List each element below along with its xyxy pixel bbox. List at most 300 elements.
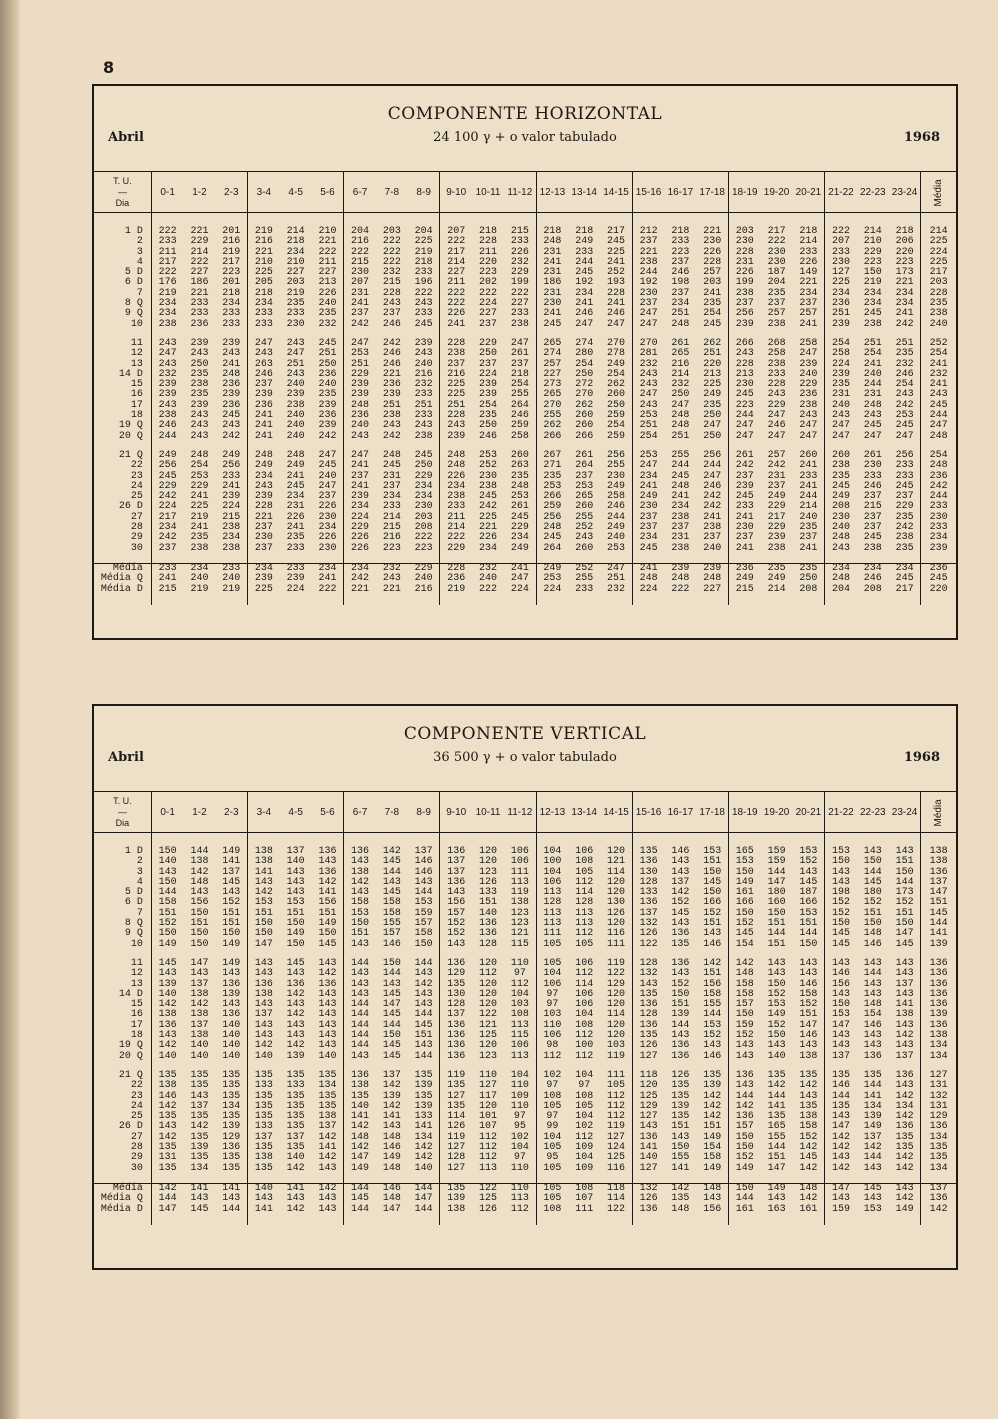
hour-header: 22-23 [857,172,889,213]
hourly-value: 136 [729,1071,761,1081]
hourly-value: 237 [632,299,664,309]
hourly-value: 127 [479,1080,498,1092]
hourly-value: 145 [703,876,722,888]
hourly-value: 247 [632,320,664,330]
hourly-value: 150 [799,938,818,950]
hourly-value: 245 [607,236,626,248]
hourly-value: 149 [286,928,305,940]
hourly-value: 238 [222,542,241,554]
hourly-value: 143 [414,988,433,1000]
hourly-value: 150 [286,938,305,950]
hourly-value: 139 [703,1080,722,1092]
hourly-value: 143 [286,999,305,1011]
hourly-value: 217 [222,256,241,268]
hourly-value: 222 [825,227,857,237]
row-label: 4 [94,258,151,268]
hourly-value: 258 [825,349,857,359]
row-label: 30 [94,544,151,554]
hourly-value: 143 [895,988,914,1000]
hourly-value: 128 [632,1010,664,1020]
hourly-value: 120 [479,978,498,990]
hourly-value: 223 [414,542,433,554]
row-label: 14 D [94,990,151,1000]
hourly-value: 239 [286,389,305,401]
hourly-value: 115 [510,938,529,950]
hourly-value: 153 [799,907,818,919]
hourly-value: 237 [510,358,529,370]
hourly-value: 216 [414,583,433,595]
hourly-value: 148 [344,1133,376,1143]
hourly-value: 138 [158,1009,177,1021]
hourly-value: 247 [799,420,818,432]
hourly-value: 231 [729,258,761,268]
hourly-value: 243 [344,432,376,442]
hourly-value: 218 [479,226,498,237]
hourly-value: 136 [671,957,690,969]
hourly-value: 150 [895,866,914,878]
hourly-value: 104 [536,868,568,878]
hourly-value: 230 [767,246,786,258]
hourly-value: 228 [479,236,498,248]
hourly-value: 219 [414,246,433,258]
row-label: 20 Q [94,1052,151,1062]
hourly-value: 233 [799,246,818,258]
daily-mean: 136 [921,1194,956,1204]
hourly-value: 135 [286,1090,305,1102]
hourly-value: 216 [440,370,472,380]
hourly-value: 238 [479,480,498,492]
hourly-value: 141 [280,1183,312,1194]
hourly-value: 245 [703,318,722,330]
hourly-value: 253 [575,480,594,492]
hourly-value: 246 [248,370,280,380]
hourly-value: 243 [414,348,433,360]
hourly-value: 235 [318,308,337,320]
hourly-value: 235 [190,368,209,380]
hourly-value: 111 [510,866,529,878]
hourly-value: 241 [190,491,209,503]
row-label: 7 [94,289,151,299]
row-label: Média Q [94,574,151,584]
hourly-value: 145 [382,1040,401,1052]
hourly-value: 243 [158,399,177,411]
hourly-value: 218 [286,236,305,248]
hourly-value: 149 [703,1162,722,1174]
hourly-value: 226 [344,533,376,543]
hourly-value: 230 [536,299,568,309]
hourly-value: 146 [703,938,722,950]
media-header: Média [921,172,956,213]
daily-mean: 247 [921,421,956,431]
hourly-value: 240 [799,511,818,523]
hourly-value: 254 [607,420,626,432]
hourly-value: 245 [632,544,664,554]
hourly-value: 218 [414,256,433,268]
hourly-value: 138 [190,988,209,1000]
hourly-value: 143 [318,999,337,1011]
hourly-value: 220 [703,358,722,370]
row-label: 3 [94,868,151,878]
hourly-value: 235 [703,298,722,310]
hourly-value: 239 [248,390,280,400]
hourly-value: 150 [190,907,209,919]
hourly-value: 241 [286,470,305,482]
hourly-value: 120 [479,957,498,969]
hourly-value: 234 [825,289,857,299]
hourly-value: 144 [344,1031,376,1041]
hourly-value: 234 [222,298,241,310]
row-label: Média D [94,585,151,595]
hourly-value: 135 [158,1069,177,1081]
hourly-value: 252 [575,522,594,534]
hourly-value: 234 [414,491,433,503]
hourly-value: 140 [248,1183,280,1194]
hourly-value: 129 [632,1102,664,1112]
hourly-value: 137 [895,1050,914,1062]
hourly-value: 146 [863,938,882,950]
hourly-value: 150 [729,1183,761,1194]
hourly-value: 199 [729,278,761,288]
hourly-value: 242 [344,574,376,584]
hourly-value: 120 [479,846,498,857]
hourly-value: 151 [318,907,337,919]
hourly-value: 244 [671,460,690,472]
hourly-value: 142 [382,846,401,857]
hourly-value: 230 [632,289,664,299]
hourly-value: 135 [286,1111,305,1123]
hourly-value: 245 [414,449,433,461]
hourly-value: 143 [190,1193,209,1205]
hourly-value: 240 [344,421,376,431]
page-spine-shadow [0,0,20,1419]
hourly-value: 152 [799,1131,818,1143]
daily-mean: 136 [921,959,956,969]
hourly-value: 248 [703,573,722,585]
daily-mean: 138 [921,1031,956,1041]
hourly-value: 231 [825,390,857,400]
hourly-value: 142 [799,1193,818,1205]
hourly-value: 211 [158,246,177,258]
row-label: 7 [94,909,151,919]
hourly-value: 280 [575,348,594,360]
row-label: 1 D [94,227,151,237]
hourly-value: 239 [729,320,761,330]
hourly-value: 135 [222,1162,241,1174]
hourly-value: 126 [607,907,626,919]
hourly-value: 230 [344,268,376,278]
hourly-value: 216 [222,236,241,248]
hourly-value: 243 [382,420,401,432]
hourly-value: 223 [671,246,690,258]
hourly-value: 158 [799,988,818,1000]
row-label: 5 D [94,888,151,898]
hourly-value: 112 [607,1100,626,1112]
hourly-value: 144 [767,928,786,940]
hourly-value: 130 [440,990,472,1000]
hourly-value: 143 [671,866,690,878]
hourly-value: 251 [318,348,337,360]
hourly-value: 143 [414,968,433,980]
hourly-value: 239 [414,337,433,349]
hourly-value: 265 [671,348,690,360]
hourly-value: 228 [382,287,401,299]
day-row [94,1164,956,1174]
hourly-value: 126 [632,929,664,939]
hourly-value: 237 [248,380,280,390]
hour-header: 0-1 [151,792,183,833]
hourly-value: 143 [344,1052,376,1062]
hourly-value: 113 [510,1050,529,1062]
hourly-value: 241 [248,421,280,431]
hourly-value: 128 [479,938,498,950]
hourly-value: 142 [318,1152,337,1164]
hourly-value: 251 [671,430,690,442]
hourly-value: 236 [222,399,241,411]
hourly-value: 235 [799,522,818,534]
hourly-value: 125 [607,1152,626,1164]
hourly-value: 230 [863,460,882,472]
hourly-value: 95 [513,1121,526,1133]
hourly-value: 150 [767,907,786,919]
hourly-value: 107 [479,1121,498,1133]
hourly-value: 150 [286,918,305,930]
hourly-value: 253 [632,411,664,421]
hourly-value: 232 [382,267,401,279]
row-label: 9 Q [94,309,151,319]
daily-mean: 136 [921,1122,956,1132]
hourly-value: 251 [825,309,857,319]
hourly-value: 104 [575,1069,594,1081]
day-row [94,940,956,950]
hourly-value: 245 [286,480,305,492]
row-label: 28 [94,523,151,533]
hourly-value: 135 [190,1131,209,1143]
hourly-value: 225 [825,278,857,288]
hourly-value: 149 [222,957,241,969]
hour-header: 19-20 [761,792,793,833]
row-label: 14 D [94,370,151,380]
hourly-value: 145 [190,1203,209,1215]
hourly-value: 225 [190,501,209,513]
hourly-value: 217 [607,226,626,237]
hourly-value: 135 [248,1112,280,1122]
hourly-value: 141 [767,1100,786,1112]
hourly-value: 234 [222,532,241,544]
hourly-value: 234 [286,491,305,503]
hourly-value: 143 [190,968,209,980]
hourly-value: 238 [440,492,472,502]
daily-mean: 145 [921,909,956,919]
hourly-value: 236 [729,563,761,574]
hourly-value: 249 [632,492,664,502]
daily-mean: 245 [921,401,956,411]
hourly-value: 132 [632,969,664,979]
hourly-value: 150 [158,846,177,857]
hourly-value: 214 [440,523,472,533]
hourly-value: 144 [190,846,209,857]
hourly-value: 133 [286,1080,305,1092]
hourly-value: 237 [318,491,337,503]
hourly-value: 136 [671,1040,690,1052]
hourly-value: 202 [479,277,498,289]
daily-mean: 248 [921,432,956,442]
day-row [94,320,956,330]
hourly-value: 240 [318,470,337,482]
hourly-value: 215 [863,501,882,513]
daily-mean: 225 [921,237,956,247]
hourly-value: 145 [382,887,401,899]
hourly-value: 149 [729,1164,761,1174]
table-heading [94,706,956,792]
row-label: 12 [94,969,151,979]
row-label: 16 [94,390,151,400]
hourly-value: 137 [286,1131,305,1143]
hourly-value: 148 [382,1162,401,1174]
hourly-value: 231 [344,289,376,299]
hourly-value: 144 [344,1010,376,1020]
hourly-value: 241 [536,258,568,268]
hourly-value: 245 [729,492,761,502]
hourly-value: 213 [318,277,337,289]
row-label: 11 [94,339,151,349]
row-label: 10 [94,940,151,950]
hourly-value: 238 [703,522,722,534]
daily-mean: 134 [921,1133,956,1143]
hourly-value: 249 [536,563,568,574]
hourly-value: 259 [510,420,529,432]
hourly-value: 234 [799,287,818,299]
hourly-value: 142 [312,1183,344,1194]
hourly-value: 142 [825,1143,857,1153]
hourly-value: 138 [895,1009,914,1021]
hourly-value: 150 [767,978,786,990]
hour-header: 12-13 [536,792,568,833]
hourly-value: 142 [286,1162,305,1174]
hourly-value: 239 [440,432,472,442]
hourly-value: 112 [607,1111,626,1123]
hourly-value: 241 [607,256,626,268]
hourly-value: 160 [767,897,786,909]
daily-mean: 254 [921,349,956,359]
hourly-value: 193 [607,277,626,289]
hourly-value: 150 [863,267,882,279]
hourly-value: 251 [895,337,914,349]
hourly-value: 229 [479,337,498,349]
dia-label: Dia [115,817,130,828]
hourly-value: 140 [632,1153,664,1163]
hourly-value: 226 [703,246,722,258]
row-label: 2 [94,237,151,247]
hourly-value: 253 [190,470,209,482]
hourly-value: 211 [440,513,472,523]
hourly-value: 242 [382,337,401,349]
hourly-value: 248 [222,368,241,380]
hourly-value: 120 [479,999,498,1011]
hourly-value: 136 [632,1000,664,1010]
hourly-value: 128 [440,1000,472,1010]
hourly-value: 236 [799,389,818,401]
hourly-value: 142 [895,1162,914,1174]
hourly-value: 248 [671,420,690,432]
hourly-value: 233 [825,248,857,258]
hour-header: 2-3 [216,172,248,213]
hourly-value: 157 [440,909,472,919]
hourly-value: 257 [767,308,786,320]
hourly-value: 137 [248,1010,280,1020]
hour-header: 17-18 [696,172,728,213]
hour-header: 4-5 [280,172,312,213]
hourly-value: 247 [671,399,690,411]
hourly-value: 234 [632,472,664,482]
hourly-value: 256 [895,449,914,461]
hourly-value: 230 [479,470,498,482]
hourly-value: 143 [286,866,305,878]
hourly-value: 249 [607,358,626,370]
hourly-value: 110 [510,1162,529,1174]
hourly-value: 122 [479,1009,498,1021]
hourly-value: 152 [703,1030,722,1042]
hourly-value: 241 [729,544,761,554]
hourly-value: 127 [440,1164,472,1174]
hourly-value: 241 [799,480,818,492]
hourly-value: 218 [895,226,914,237]
hourly-value: 152 [703,907,722,919]
daily-mean: 131 [921,1102,956,1112]
hourly-value: 235 [536,472,568,482]
hourly-value: 224 [222,501,241,513]
hourly-value: 245 [729,390,761,400]
hourly-value: 137 [863,1131,882,1143]
hourly-value: 137 [190,1100,209,1112]
hourly-value: 221 [344,585,376,595]
hourly-value: 135 [671,1080,690,1092]
hourly-value: 247 [510,337,529,349]
hourly-value: 245 [222,410,241,422]
row-label: Média [94,1183,151,1194]
hourly-value: 134 [895,1100,914,1112]
hourly-value: 242 [344,320,376,330]
hourly-value: 142 [382,1100,401,1112]
hourly-value: 151 [703,968,722,980]
hourly-value: 237 [158,542,177,554]
hourly-value: 147 [767,1162,786,1174]
hourly-value: 147 [799,1019,818,1031]
hourly-value: 158 [344,898,376,908]
hourly-value: 142 [190,999,209,1011]
hourly-value: 135 [190,1111,209,1123]
hourly-value: 143 [671,856,690,868]
hourly-value: 151 [767,918,786,930]
hourly-value: 256 [607,449,626,461]
hourly-value: 248 [286,449,305,461]
hourly-value: 225 [703,379,722,391]
hourly-value: 192 [632,278,664,288]
table-base-value: 36 500 γ + o valor tabulado [433,750,617,765]
hourly-value: 246 [607,308,626,320]
hourly-value: 135 [286,1069,305,1081]
hourly-value: 231 [863,389,882,401]
row-label: Média D [94,1205,151,1215]
hourly-value: 155 [767,1131,786,1143]
hourly-value: 120 [479,988,498,1000]
hourly-value: 135 [190,1152,209,1164]
hourly-value: 143 [414,876,433,888]
hour-header: 23-24 [889,172,921,213]
hourly-value: 247 [286,348,305,360]
hourly-value: 235 [190,389,209,401]
hourly-value: 266 [536,432,568,442]
hourly-value: 150 [895,918,914,930]
